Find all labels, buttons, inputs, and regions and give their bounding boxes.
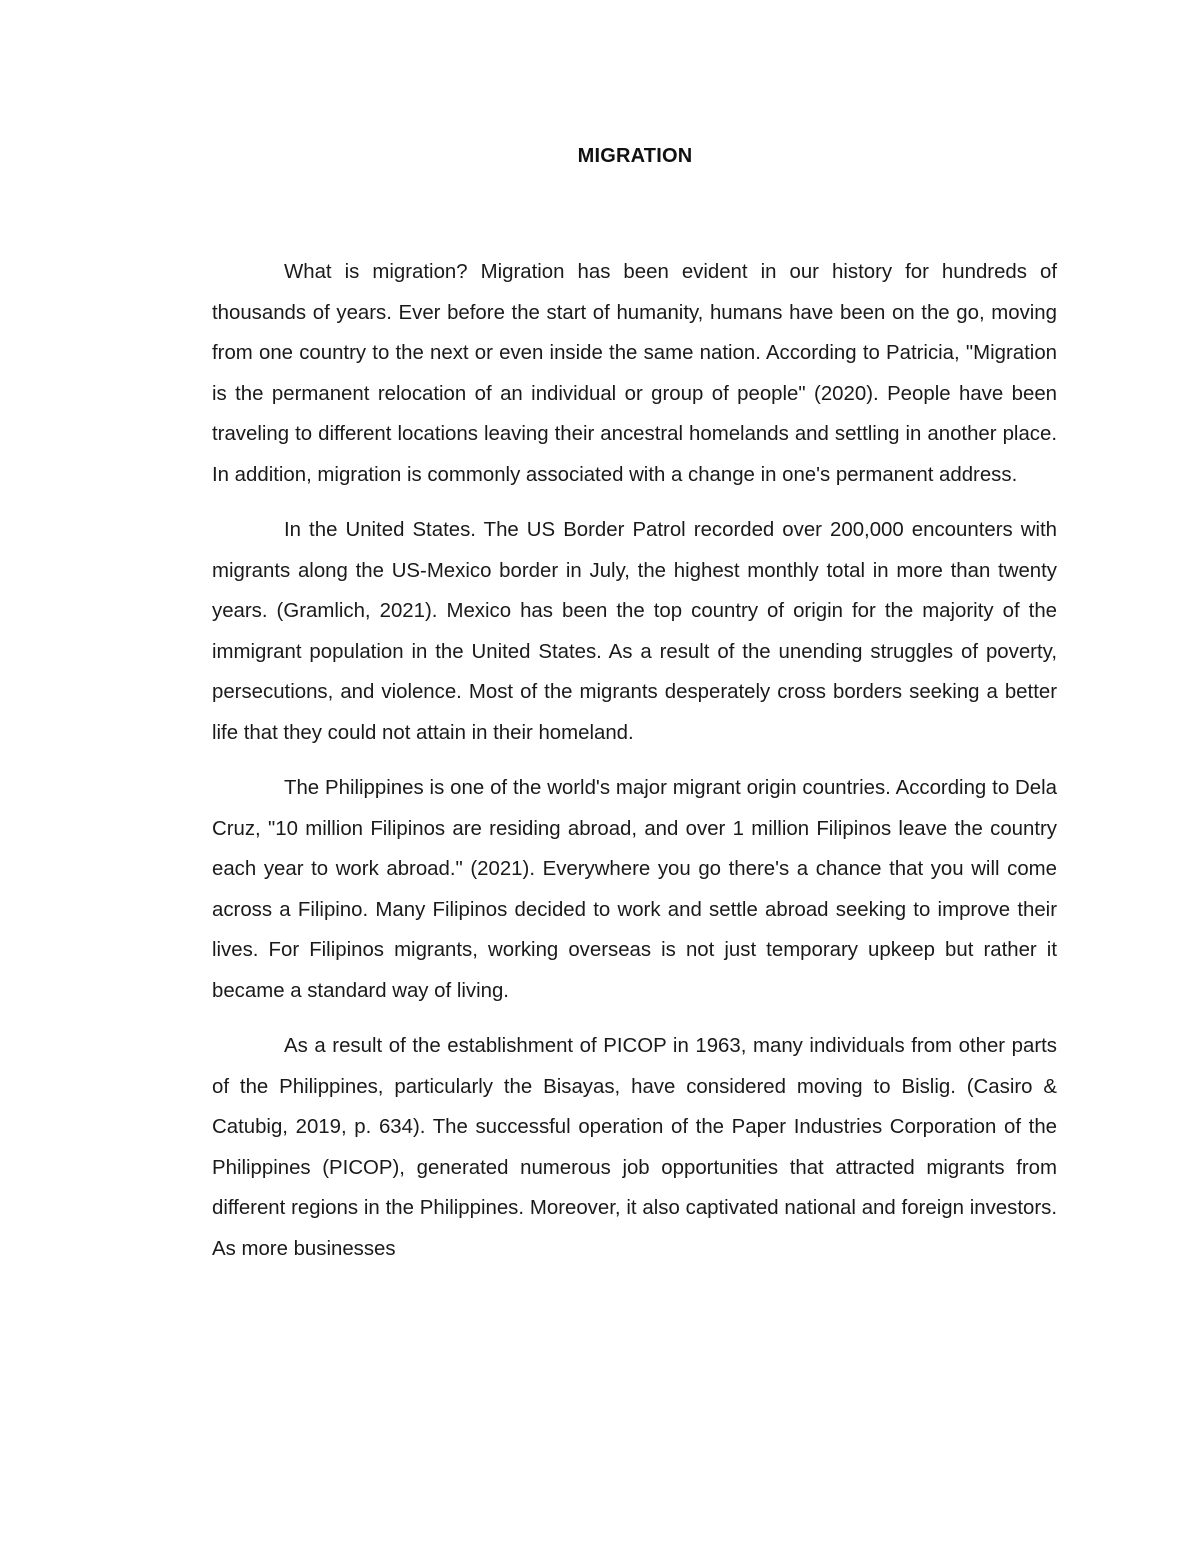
paragraph-3: The Philippines is one of the world's major migrant origin countries. According to Dela Cruz, "10 million Filipinos are residing abroad, and over 1 million Filipinos leave the country each year to work abroad." (2021). Everywhere you go there's a chance that you will come across a Filipino. Many Filipinos decided to work and settle abroad seeking to improve their lives. For Filipinos migrants, working overseas is not just temporary upkeep but rather it became a standard way of living. (212, 777, 1057, 1002)
paragraph-2: In the United States. The US Border Patrol recorded over 200,000 encounters with migrants along the US-Mexico border in July, the highest monthly total in more than twenty years. (Gramlich, 2021). Mexico has been the top country of origin for the majority of the immigrant population in the United States. As a result of the unending struggles of poverty, persecutions, and violence. Most of the migrants desperately cross borders seeking a better life that they could not attain in their homeland. (212, 519, 1057, 744)
document-title: MIGRATION (577, 145, 693, 167)
paragraph-4: As a result of the establishment of PICOP in 1963, many individuals from other parts of the Philippines, particularly the Bisayas, have considered moving to Bislig. (Casiro & Catubig, 2019, p. 634). The successful operation of the Paper Industries Corporation of the Philippines (PICOP), generated numerous job opportunities that attracted migrants from different regions in the Philippines. Moreover, it also captivated national and foreign investors. As more businesses (212, 1035, 1057, 1260)
paragraph-1: What is migration? Migration has been evident in our history for hundreds of thousands of years. Ever before the start of humanity, humans have been on the go, moving from one country to the next or even inside the same nation. According to Patricia, "Migration is the permanent relocation of an individual or group of people" (2020). People have been traveling to different locations leaving their ancestral homelands and settling in another place. In addition, migration is commonly associated with a change in one's permanent address. (212, 261, 1057, 486)
document-body (212, 252, 1057, 1269)
